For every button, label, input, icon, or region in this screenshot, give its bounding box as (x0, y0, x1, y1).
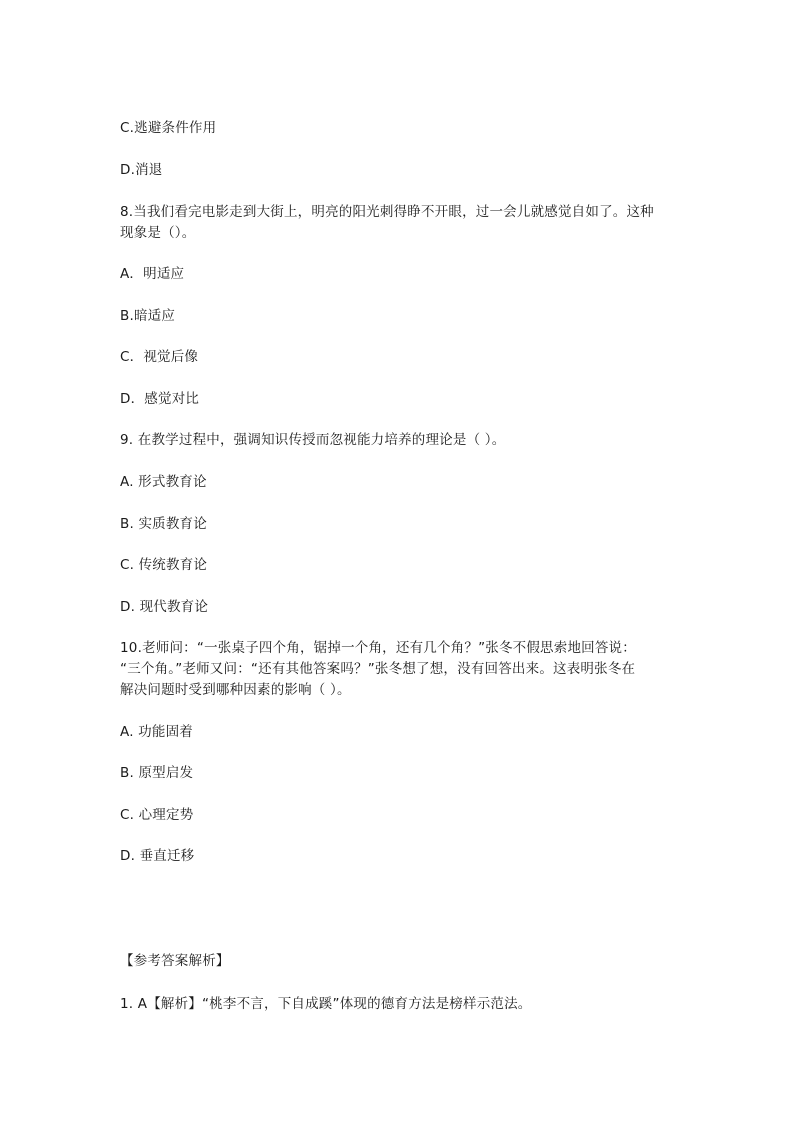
q7-option-d: D.消退 (120, 162, 163, 178)
q7-option-c: C.逃避条件作用 (120, 120, 217, 136)
q10-option-a: A. 功能固着 (120, 724, 193, 740)
answer-1: 1. A【解析】“桃李不言，下自成蹊”体现的德育方法是榜样示范法。 (120, 996, 532, 1012)
q8-option-a: A．明适应 (120, 266, 185, 282)
q9-option-d: D. 现代教育论 (120, 599, 209, 615)
q10-stem-line-1: 10.老师问：“一张桌子四个角，锯掉一个角，还有几个角？”张冬不假思索地回答说： (120, 640, 636, 656)
q10-option-b: B. 原型启发 (120, 765, 194, 781)
q8-stem-line-2: 现象是（）。 (120, 225, 196, 241)
q9-stem: 9. 在教学过程中，强调知识传授而忽视能力培养的理论是（ ）。 (120, 432, 506, 448)
q10-stem-line-2: “三个角。”老师又问：“还有其他答案吗？”张冬想了想，没有回答出来。这表明张冬在 (120, 661, 636, 677)
q9-option-a: A. 形式教育论 (120, 474, 207, 490)
answers-heading: 【参考答案解析】 (120, 953, 230, 969)
q9-option-b: B. 实质教育论 (120, 516, 207, 532)
q10-option-c: C. 心理定势 (120, 807, 194, 823)
q10-stem-line-3: 解决问题时受到哪种因素的影响（ ）。 (120, 682, 351, 698)
q9-option-c: C. 传统教育论 (120, 557, 208, 573)
q8-option-b: B.暗适应 (120, 308, 176, 324)
q10-option-d: D. 垂直迁移 (120, 848, 195, 864)
q8-stem-line-1: 8.当我们看完电影走到大街上，明亮的阳光刺得睁不开眼，过一会儿就感觉自如了。这种 (120, 204, 654, 220)
q8-option-d: D．感觉对比 (120, 391, 200, 407)
q8-option-c: C．视觉后像 (120, 349, 199, 365)
